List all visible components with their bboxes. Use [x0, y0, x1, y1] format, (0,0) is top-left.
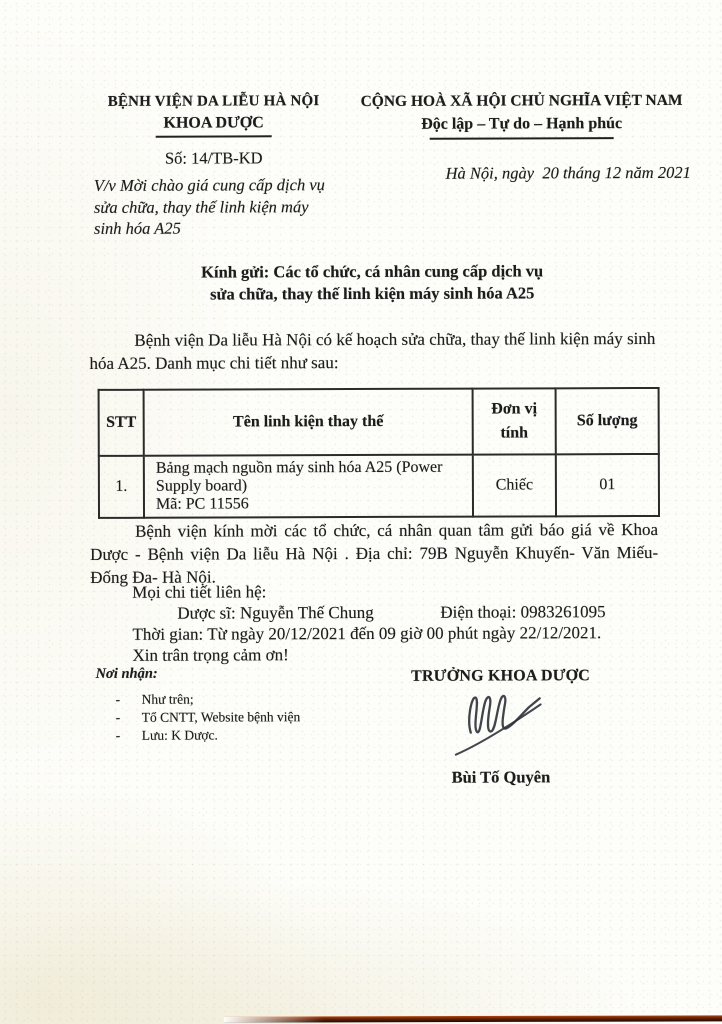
salutation-line: Kính gửi: Các tổ chức, cá nhân cung cấp dịch vụ — [201, 261, 544, 282]
contact-person: Dược sĩ: Nguyễn Thế Chung — [177, 602, 374, 623]
dash-bullet: - — [115, 727, 121, 743]
org-name: BỆNH VIỆN DA LIỄU HÀ NỘI — [107, 93, 320, 110]
contact-phone: Điện thoại: 0983261095 — [440, 602, 606, 622]
table-row — [99, 454, 659, 518]
recipients-list — [96, 690, 396, 745]
salutation — [97, 260, 647, 306]
cell-unit: Chiếc — [473, 454, 556, 516]
subject-line: sửa chữa, thay thế linh kiện máy — [93, 196, 309, 217]
salutation-line: sửa chữa, thay thế linh kiện máy sinh hóa A25 — [210, 283, 535, 304]
cell-part-name — [144, 455, 473, 518]
recipients-block — [96, 664, 396, 745]
issuing-org-block — [59, 92, 369, 169]
recipients-title: Nơi nhận: — [95, 665, 158, 682]
part-name: Bảng mạch nguồn máy sinh hóa A25 (Power Supply board) — [155, 458, 443, 495]
dept-name: KHOA DƯỢC — [59, 113, 369, 138]
signer-title: TRƯỞNG KHOA DƯỢC — [411, 667, 591, 685]
list-item: - Như trên; — [115, 691, 194, 707]
contact-time-window: Thời gian: Từ ngày 20/12/2021 đến 09 giờ 00 phút ngày 22/12/2021. — [132, 623, 602, 644]
list-item: - Lưu: K Dược. — [115, 727, 218, 743]
national-header-block — [349, 91, 695, 184]
subject-line: V/v Mời chào giá cung cấp dịch vụ — [93, 175, 325, 195]
thanks-line: Xin trân trọng cảm ơn! — [132, 645, 289, 665]
col-header-name: Tên linh kiện thay thế — [144, 389, 473, 456]
dash-bullet: - — [115, 691, 121, 707]
col-header-qty: Số lượng — [556, 388, 659, 454]
place-and-date: Hà Nội, ngày 20 tháng 12 năm 2021 — [445, 162, 691, 183]
subject-line: sinh hóa A25 — [93, 218, 181, 238]
national-motto: Độc lập – Tự do – Hạnh phúc — [421, 115, 623, 133]
list-item: - Tổ CNTT, Website bệnh viện — [115, 709, 301, 725]
cell-qty: 01 — [556, 454, 659, 516]
document-subject — [94, 174, 356, 239]
table-header-row — [99, 388, 659, 456]
signature-scribble — [449, 687, 561, 765]
part-code: Mã: PC 11556 — [155, 495, 249, 513]
motto-underline — [430, 137, 614, 140]
contact-intro: Mọi chi tiết liên hệ: — [132, 582, 267, 602]
cell-stt: 1. — [99, 456, 144, 518]
col-header-unit: Đơn vị tính — [473, 388, 556, 454]
intro-paragraph: Bệnh viện Da liễu Hà Nội có kế hoạch sửa chữa, thay thế linh kiện máy sinh hóa A25. Danh mục chi tiết như sau: — [89, 328, 656, 373]
document-number: Số: 14/TB-KD — [164, 148, 263, 168]
country-motto-title: CỘNG HOÀ XÃ HỘI CHỦ NGHĨA VIỆT NAM — [360, 91, 683, 110]
parts-table — [98, 387, 660, 519]
signer-name: Bùi Tố Quyên — [451, 767, 551, 787]
dash-bullet: - — [115, 709, 121, 725]
invitation-paragraph: Bệnh viện kính mời các tổ chức, cá nhân quan tâm gửi báo giá về Khoa Dược - Bệnh viện Da liễu Hà Nội . Địa chỉ: 79B Nguyễn Khuyến- Văn Miếu- Đống Đa- Hà Nội. — [90, 519, 659, 587]
col-header-stt: STT — [99, 390, 144, 456]
